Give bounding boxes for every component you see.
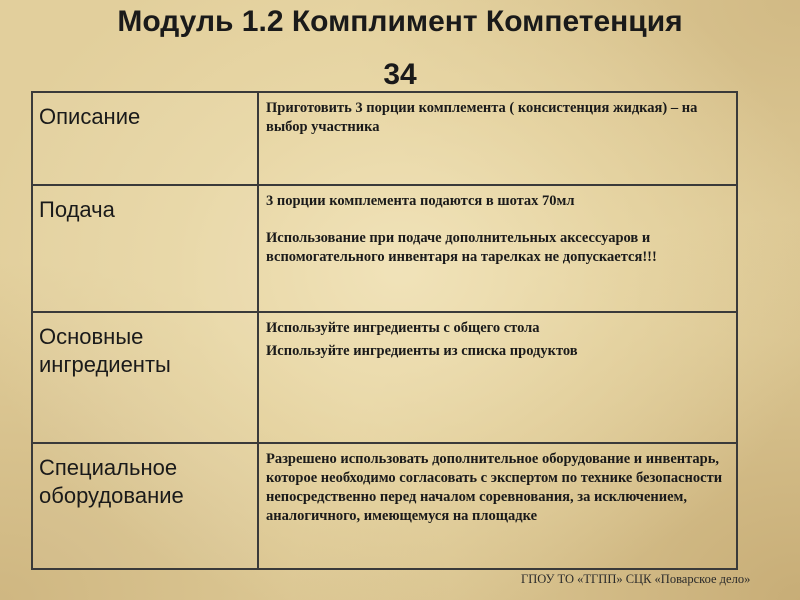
row-value-cell (258, 185, 737, 312)
table-row-ingredients (32, 312, 737, 443)
row-value-text: Используйте ингредиенты из списка продуктов (266, 343, 578, 359)
row-value-text: Приготовить 3 порции комплемента ( консистенция жидкая) – на выбор участника (266, 100, 698, 135)
table-row-serving (32, 185, 737, 312)
row-label: Описание (39, 104, 141, 129)
row-value-cell (258, 312, 737, 443)
row-label-cell (32, 92, 258, 185)
footer-organization: ГПОУ ТО «ТГПП» СЦК «Поварское дело» (521, 572, 751, 586)
slide-title-line-2: 34 (383, 58, 417, 91)
table-row-description (32, 92, 737, 185)
row-value-text: 3 порции комплемента подаются в шотах 70мл (266, 193, 575, 209)
row-label: Подача (39, 197, 115, 222)
row-label-cell (32, 185, 258, 312)
row-value-cell (258, 92, 737, 185)
row-value-text: Разрешено использовать дополнительное оборудование и инвентарь, которое необходимо согласовать с экспертом по технике безопасности непосредственно перед началом соревнования, за исключением, аналогичного, имеющемуся на площадке (266, 451, 723, 524)
row-label-cell (32, 312, 258, 443)
requirements-table (31, 91, 738, 570)
slide-title (0, 0, 800, 90)
table-row-equipment (32, 443, 737, 569)
row-value-text: Использование при подаче дополнительных аксессуаров и вспомогательного инвентаря на тарелках не допускается!!! (266, 230, 657, 265)
row-label-cell (32, 443, 258, 569)
slide-title-line-1: Модуль 1.2 Комплимент Компетенция (117, 5, 683, 38)
row-label: Специальное оборудование (39, 455, 184, 508)
row-value-cell (258, 443, 737, 569)
row-value-text: Используйте ингредиенты с общего стола (266, 320, 540, 336)
row-label: Основные ингредиенты (39, 324, 171, 377)
